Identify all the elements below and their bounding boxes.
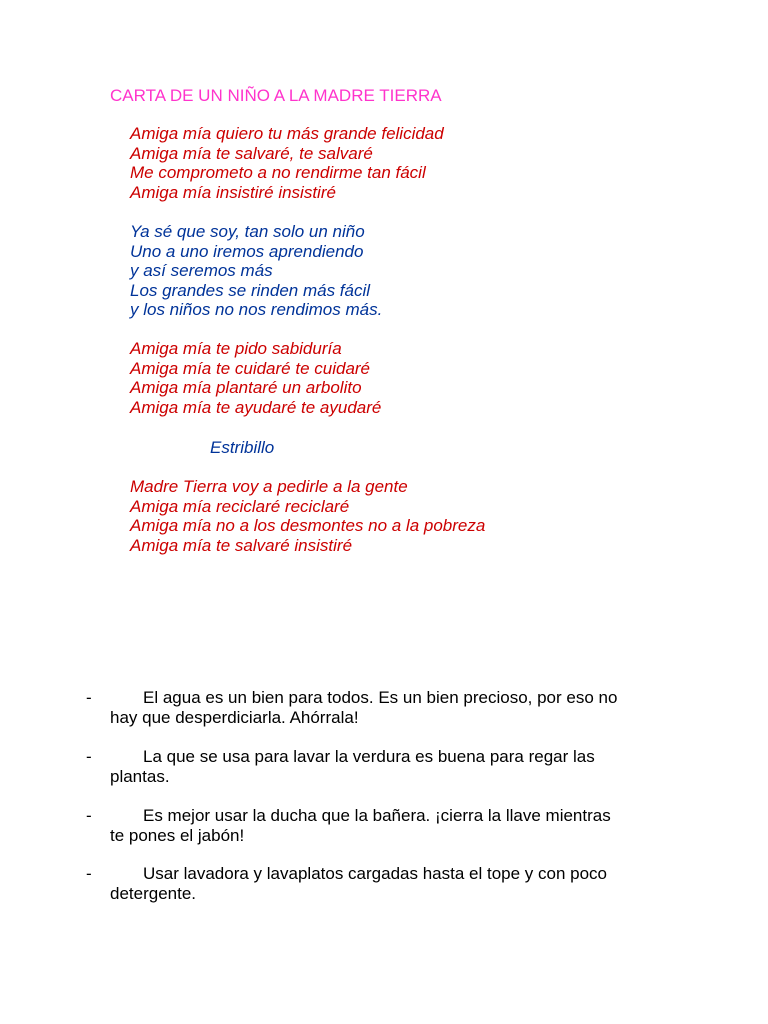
bullet-dash: -	[86, 806, 92, 825]
tip-text-line: hay que desperdiciarla. Ahórrala!	[110, 707, 359, 727]
stanza-3	[130, 339, 381, 417]
verse-line: Amiga mía reciclaré reciclaré	[130, 496, 350, 516]
bullet-dash: -	[86, 688, 92, 707]
tip-text-line: Es mejor usar la ducha que la bañera. ¡cierra la llave mientras	[143, 806, 611, 825]
stanza-4	[130, 477, 485, 555]
verse-line: Amiga mía quiero tu más grande felicidad	[130, 124, 444, 143]
verse-line: Amiga mía te cuidaré te cuidaré	[130, 358, 371, 378]
verse-line: Amiga mía insistiré insistiré	[130, 182, 336, 202]
verse-line: y los niños no nos rendimos más.	[130, 300, 383, 320]
verse-line: Amiga mía te pido sabiduría	[130, 339, 342, 358]
tip-text-line: La que se usa para lavar la verdura es buena para regar las	[143, 747, 595, 766]
verse-line: y así seremos más	[130, 261, 273, 281]
verse-line: Amiga mía plantaré un arbolito	[130, 378, 362, 398]
verse-line: Uno a uno iremos aprendiendo	[130, 241, 364, 261]
bullet-dash: -	[86, 747, 92, 766]
verse-line: Ya sé que soy, tan solo un niño	[130, 222, 365, 241]
verse-line: Amiga mía te salvaré, te salvaré	[130, 143, 373, 163]
verse-line: Madre Tierra voy a pedirle a la gente	[130, 477, 408, 496]
verse-line: Amiga mía no a los desmontes no a la pobreza	[130, 516, 486, 536]
stanza-2	[130, 222, 382, 320]
verse-line: Amiga mía te ayudaré te ayudaré	[130, 397, 382, 417]
tip-text-line: plantas.	[110, 766, 170, 786]
poem-title: CARTA DE UN NIÑO A LA MADRE TIERRA	[110, 86, 442, 105]
verse-line: Amiga mía te salvaré insistiré	[130, 535, 353, 555]
stanza-1	[130, 124, 444, 202]
bullet-dash: -	[86, 864, 92, 883]
refrain-label: Estribillo	[210, 438, 275, 457]
tip-text-line: El agua es un bien para todos. Es un bien precioso, por eso no	[143, 688, 618, 707]
verse-line: Me comprometo a no rendirme tan fácil	[130, 163, 426, 183]
tip-text-line: Usar lavadora y lavaplatos cargadas hasta el tope y con poco	[143, 864, 607, 883]
verse-line: Los grandes se rinden más fácil	[130, 280, 371, 300]
tip-text-line: te pones el jabón!	[110, 825, 245, 845]
tip-text-line: detergente.	[110, 883, 197, 903]
